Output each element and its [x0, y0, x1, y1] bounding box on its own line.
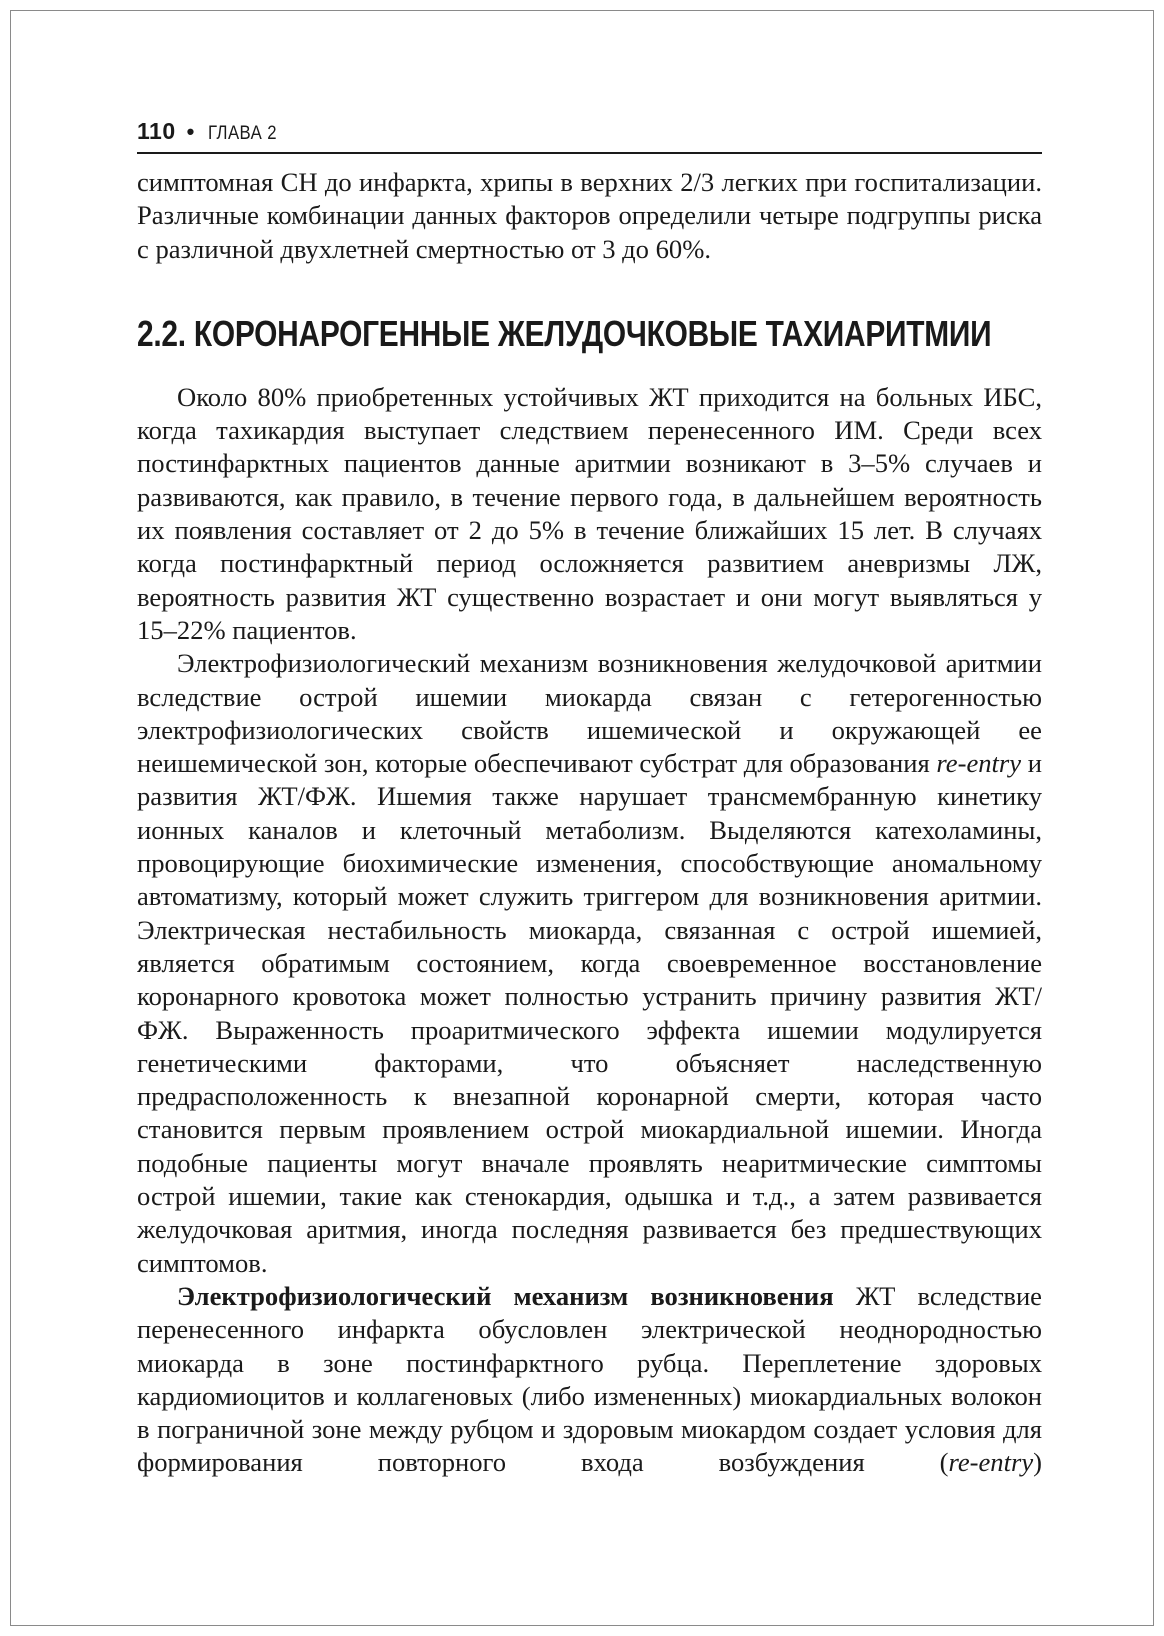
section-heading: 2.2. КОРОНАРОГЕННЫЕ ЖЕЛУДОЧКОВЫЕ ТАХИАРИТМИИ: [137, 312, 992, 354]
bullet-separator: •: [186, 119, 195, 144]
paragraph-2-text-end: и развития ЖТ/ФЖ. Ишемия также нарушает трансмембранную кинетику ионных каналов и клеточный метаболизм. Выделяются катехоламины, провоцирующие биохимические изменения, способствующие аномальному автоматизму, который может служить триггером для возникновения аритмии. Электрическая нестабильность миокарда, связанная с острой ишемией, является обратимым состоянием, когда своевременное восстановление коронарного кровотока может полностью устранить причину развития ЖТ/ФЖ. Выраженность проаритмического эффекта ишемии модулируется генетическими факторами, что объясняет наследственную предрасположенность к внезапной коронарной смерти, которая часто становится первым проявлением острой миокардиальной ишемии. Иногда подобные пациенты могут вначале проявлять неаритмические симптомы острой ишемии, такие как стенокардия, одышка и т.д., а затем развивается желудочковая аритмия, иногда последняя развивается без предшествующих симптомов.: [137, 748, 1042, 1278]
paragraph-2-text-start: Электрофизиологический механизм возникновения желудочковой аритмии вследствие острой ишемии миокарда связан с гетерогенностью электрофизиологических свойств ишемической и окружающей ее неишемической зон, которые обеспечивают субстрат для образования: [137, 648, 1042, 779]
paragraph-3-close: ): [1033, 1447, 1042, 1478]
intro-paragraph-text: симптомная СН до инфаркта, хрипы в верхних 2/3 легких при госпитализации. Различные комбинации данных факторов определили четыре подгруппы риска с различной двухлетней смертностью от 3 до 60%.: [137, 167, 1042, 264]
paragraph-2: [137, 647, 1042, 1280]
intro-paragraph: [137, 166, 1042, 266]
paragraph-3-lead-term: Электрофизиологический механизм возникновения: [177, 1280, 834, 1311]
page-content: [137, 118, 1042, 1480]
page-number: 110: [137, 118, 176, 144]
paragraph-1-text: Около 80% приобретенных устойчивых ЖТ приходится на больных ИБС, когда тахикардия выступает следствием перенесенного ИМ. Среди всех постинфарктных пациентов данные аритмии возникают в 3–5% случаев и развиваются, как правило, в течение первого года, в дальнейшем вероятность их появления составляет от 2 до 5% в течение ближайших 15 лет. В случаях когда постинфарктный период осложняется развитием аневризмы ЛЖ, вероятность развития ЖТ существенно возрастает и они могут выявляться у 15–22% пациентов.: [137, 381, 1042, 645]
body-text: [137, 166, 1042, 1480]
paragraph-1: [137, 381, 1042, 647]
paragraph-2-latin-term: re-entry: [936, 748, 1022, 779]
paragraph-3-text: ЖТ вследствие перенесенного инфаркта обусловлен электрической неоднородностью миокарда в зоне постинфарктного рубца. Переплетение здоровых кардиомиоцитов и коллагеновых (либо измененных) миокардиальных волокон в пограничной зоне между рубцом и здоровым миокардом создает условия для формирования повторного входа возбуждения (: [137, 1280, 1042, 1478]
paragraph-3-latin-term: re-entry: [948, 1447, 1034, 1478]
running-header: [137, 118, 1042, 154]
paragraph-3: [137, 1280, 1042, 1480]
chapter-label: ГЛАВА 2: [208, 123, 278, 144]
